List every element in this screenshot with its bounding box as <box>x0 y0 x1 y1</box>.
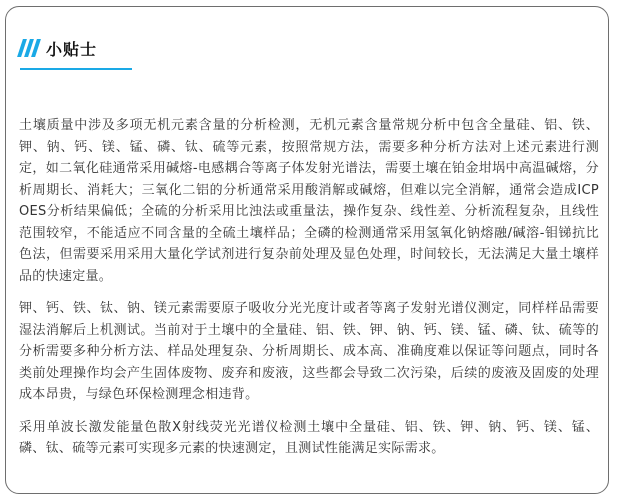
paragraph-3: 采用单波长激发能量色散X射线荧光光谱仪检测土壤中全量硅、铝、铁、钾、钠、钙、镁、锰、磷、钛、硫等元素可实现多元素的快速测定，且测试性能满足实际需求。 <box>19 419 599 456</box>
paragraph-1: 土壤质量中涉及多项无机元素含量的分析检测，无机元素含量常规分析中包含全量硅、铝、铁、钾、钠、钙、镁、锰、磷、钛、硫等元素，按照常规方法，需要多种分析方法对上述元素进行测定，如二氧化硅通常采用碱熔-电感耦合等离子体发射光谱法，需要土壤在铂金坩埚中高温碱熔，分析周期长、消耗大；三氧化二铝的分析通常采用酸消解或碱熔，但难以完全消解，通常会造成ICP OES分析结果偏低；全硫的分析采用比浊法或重量法，操作复杂、线性差、分析流程复杂，且线性范围较窄，不能适应不同含量的全硫土壤样品；全磷的检测通常采用氢氧化钠熔融/碱溶-钼锑抗比色法，但需要采用采用大量化学试剂进行复杂前处理及显色处理，时间较长，无法满足大量土壤样品的快速定量。 <box>19 118 599 284</box>
stripes-icon <box>20 39 38 57</box>
tip-title: 小贴士 <box>46 39 98 59</box>
tip-card <box>5 6 609 494</box>
paragraph-2: 钾、钙、铁、钛、钠、镁元素需要原子吸收分光光度计或者等离子发射光谱仪测定，同样样品需要湿法消解后上机测试。当前对于土壤中的全量硅、铝、铁、钾、钠、钙、镁、锰、磷、钛、硫等的分析需要多种分析方法、样品处理复杂、分析周期长、成本高、准确度难以保证等问题点，同时各类前处理操作均会产生固体废物、废弃和废液，这些都会导致二次污染，后续的废液及固废的处理成本昂贵，与绿色环保检测理念相违背。 <box>19 301 599 402</box>
title-underline <box>20 68 132 70</box>
tip-header <box>20 32 97 64</box>
tip-content <box>19 115 599 471</box>
